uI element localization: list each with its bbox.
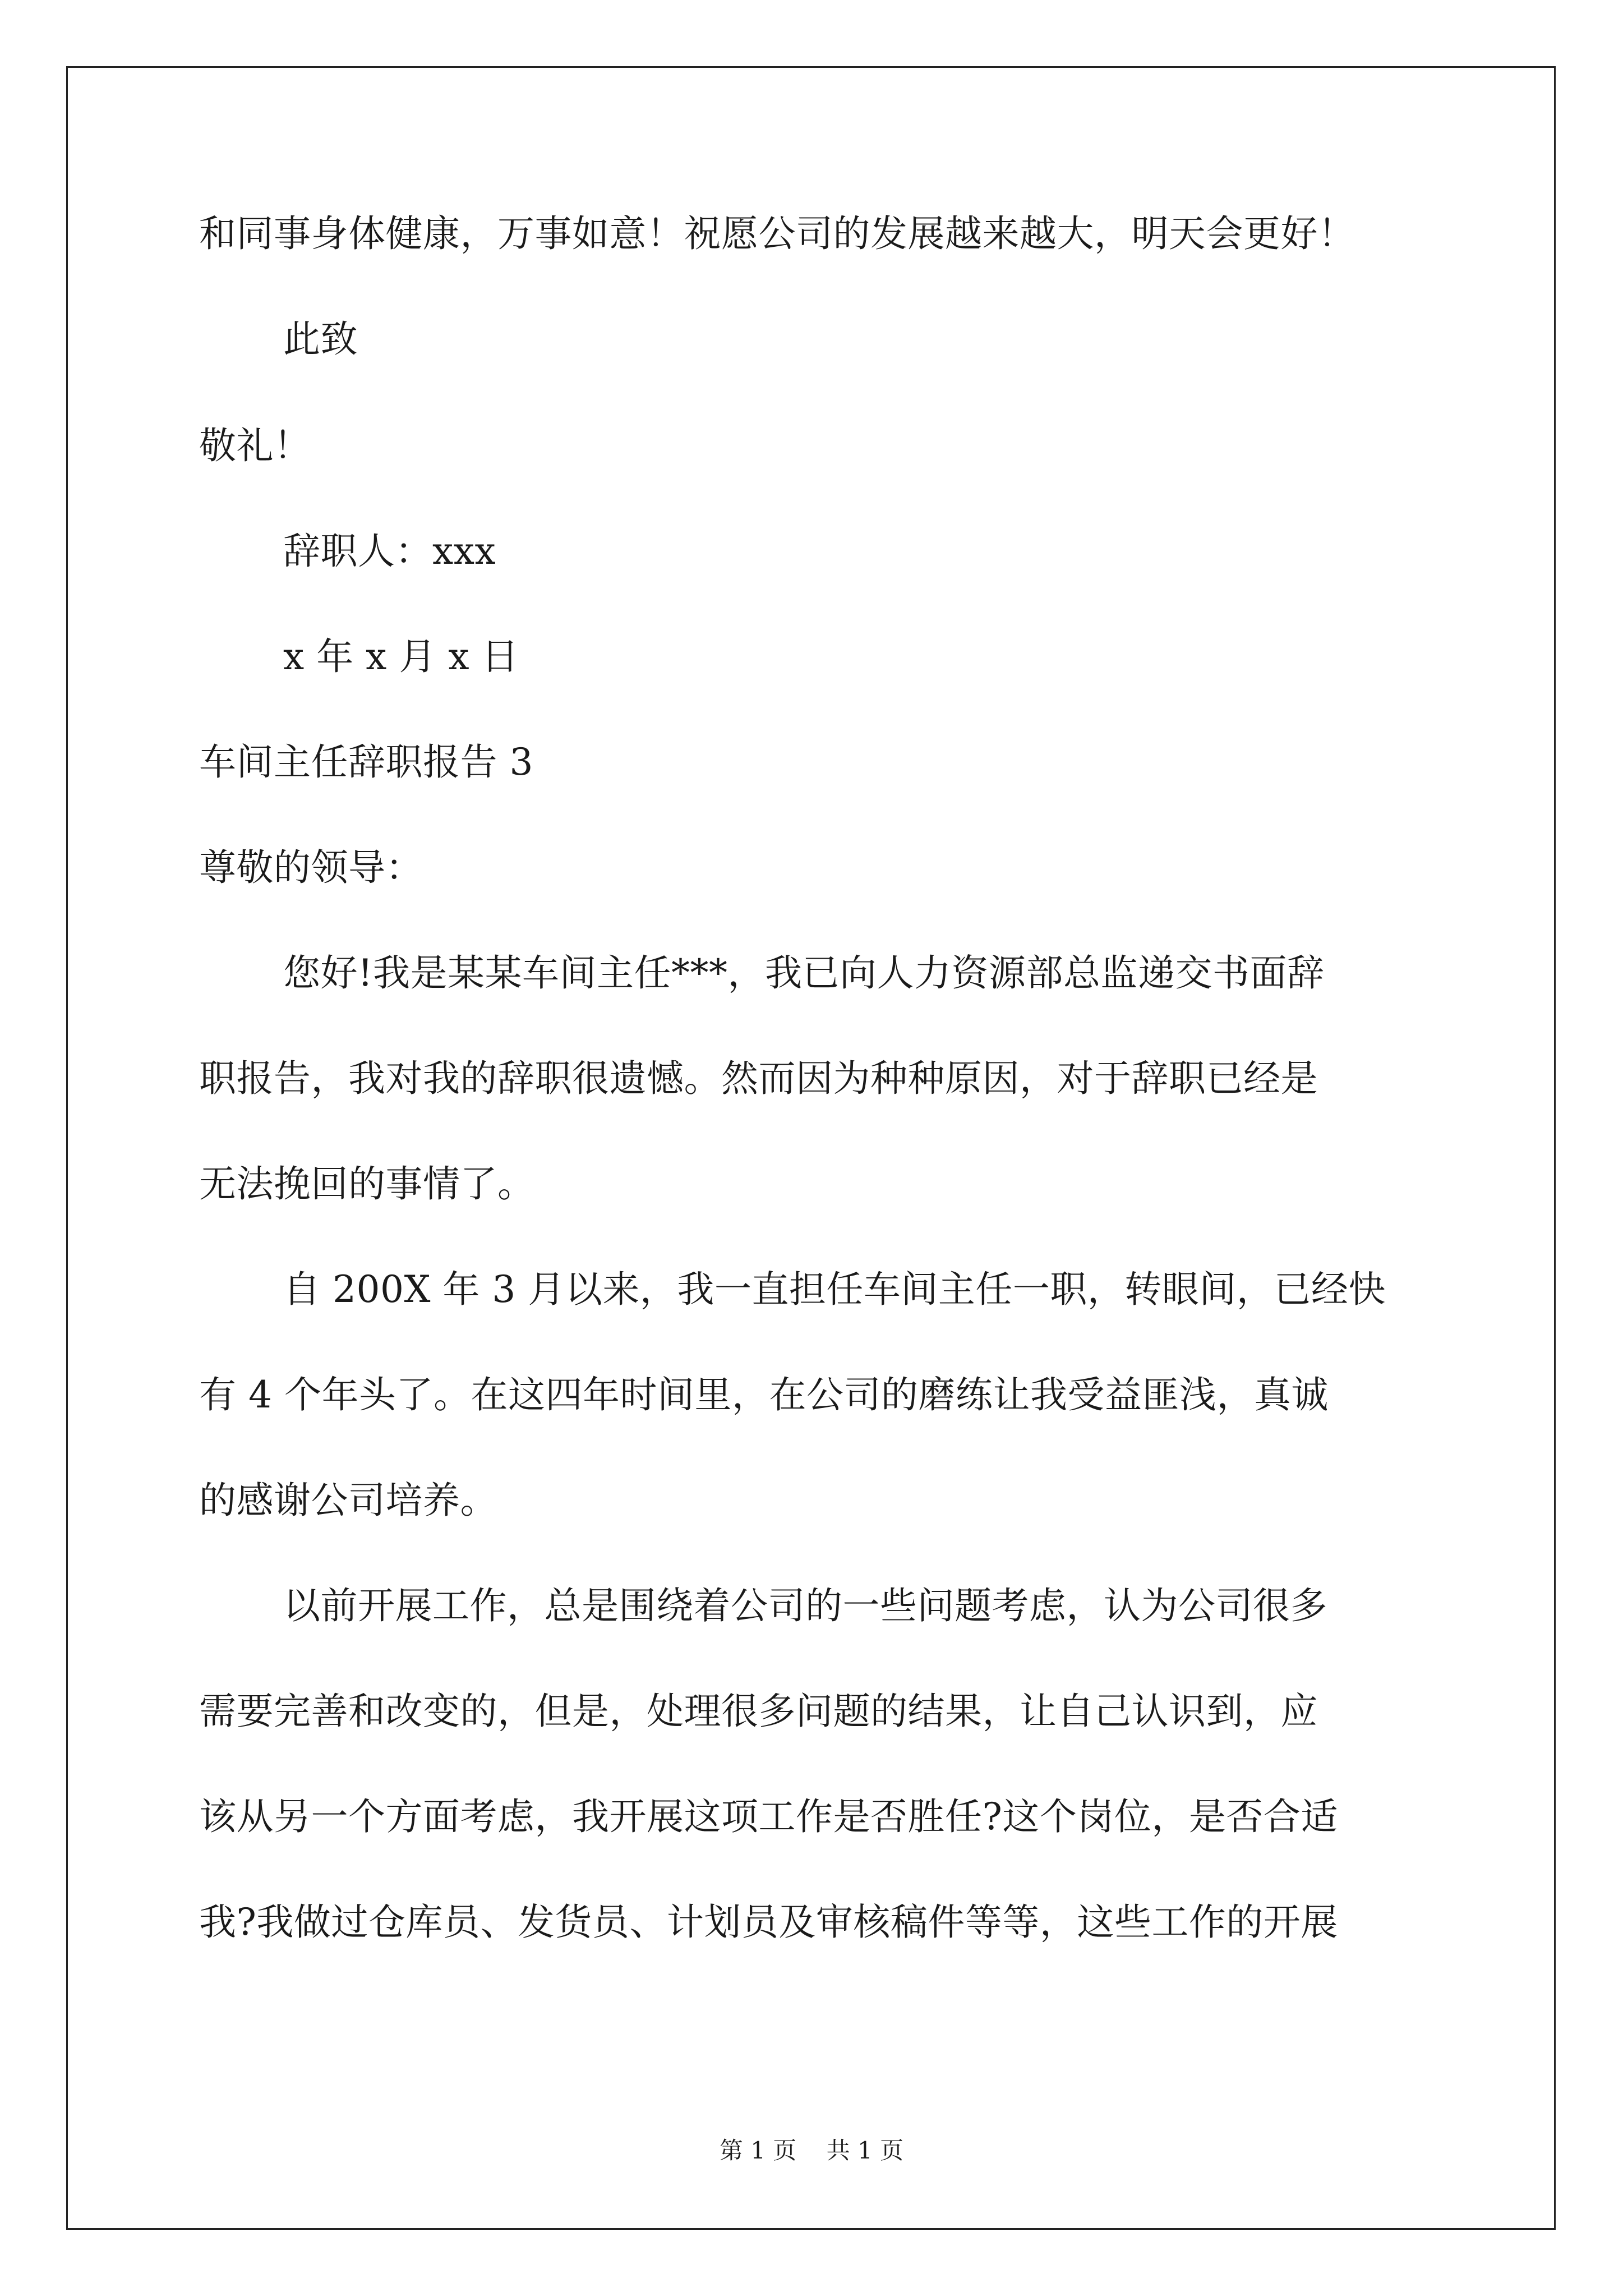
greeting: 尊敬的领导：	[199, 846, 423, 889]
paragraph-1-line-3: 无法挽回的事情了。	[199, 1162, 535, 1205]
paragraph-2-line-2: 有 4 个年头了。在这四年时间里，在公司的磨练让我受益匪浅，真诚	[199, 1373, 1329, 1416]
salutation-cizhi: 此致	[283, 318, 358, 361]
signature-date: x 年 x 月 x 日	[283, 635, 519, 678]
paragraph-3-line-2: 需要完善和改变的，但是，处理很多问题的结果，让自己认识到，应	[199, 1690, 1318, 1733]
page-number-footer: 第 1 页 共 1 页	[719, 2137, 904, 2164]
paragraph-3-line-3: 该从另一个方面考虑，我开展这项工作是否胜任?这个岗位，是否合适	[199, 1795, 1338, 1838]
paragraph-1-line-2: 职报告，我对我的辞职很遗憾。然而因为种种原因，对于辞职已经是	[199, 1057, 1318, 1100]
paragraph-3-line-1: 以前开展工作，总是围绕着公司的一些问题考虑，认为公司很多	[283, 1584, 1327, 1627]
signature-name: 辞职人：xxx	[283, 530, 496, 573]
paragraph-3-line-4: 我?我做过仓库员、发货员、计划员及审核稿件等等，这些工作的开展	[199, 1901, 1338, 1944]
paragraph-2-line-3: 的感谢公司培养。	[199, 1479, 497, 1522]
paragraph-2-line-1: 自 200X 年 3 月以来，我一直担任车间主任一职，转眼间，已经快	[283, 1268, 1386, 1311]
body-line-closing-wish: 和同事身体健康，万事如意！祝愿公司的发展越来越大，明天会更好！	[199, 212, 1355, 255]
section-title: 车间主任辞职报告 3	[199, 740, 533, 784]
salutation-jingli: 敬礼！	[199, 424, 311, 467]
paragraph-1-line-1: 您好!我是某某车间主任***，我已向人力资源部总监递交书面辞	[283, 951, 1325, 995]
